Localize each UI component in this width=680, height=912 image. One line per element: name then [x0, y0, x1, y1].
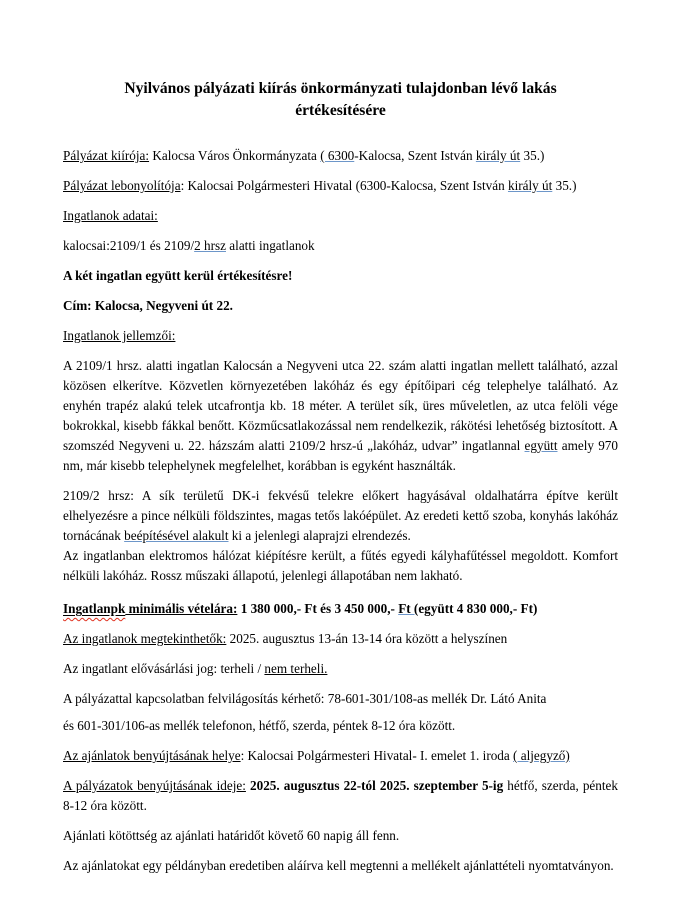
text-run: : Kalocsai Polgármesteri Hivatal (6300-Kalocsa, Szent István [180, 178, 508, 193]
heading-text: Ingatlanok jellemzői: [63, 328, 176, 343]
paragraph-property-2-description [63, 486, 618, 546]
paragraph-minimum-price [63, 599, 618, 619]
grammar-flagged-text: együtt [524, 438, 558, 453]
paragraph-viewing-time [63, 629, 618, 649]
text-run: A 2109/1 hrsz. alatti ingatlan Kalocsán a Negyveni utca 22. szám alatti ingatlan mellett található, azzal közösen elkerítve. Közvetlen környezetében lakóház és egy építőipari cég telephelye található. Az enyhén trapéz alakú telek utcafrontja kb. 18 méter. A terület sík, üres műveletlen, az utca felöli vége bokrokkal, kisebb fákkal benőtt. Közműcsatlakozással nem rendelkezik, rákötési lehetőség biztosított. A szomszéd Negyveni u. 22. házszám alatti 2109/2 hrsz-ú „lakóház, udvar” ingatlannal [63, 358, 618, 453]
document-title-line1: Nyilvános pályázati kiírás önkormányzati tulajdonban lévő lakás [124, 80, 557, 97]
grammar-flagged-text: 2 hrsz [194, 238, 226, 253]
text-run: hétfő, szerda, péntek 8-12 óra között. [63, 778, 618, 813]
text-run: amely 970 nm, már kisebb telephelynek megfelelhet, korábban is egyként használták. [63, 438, 618, 473]
bold-text: 1 380 000,- Ft és 3 450 000,- [237, 601, 399, 616]
heading-text: Ingatlanpk [63, 601, 126, 616]
text-run: 2109/2 hrsz: A sík területű DK-i fekvésű telekre előkert hagyásával oldalhatárra építve került elhelyezésre a pince nélküli földszintes, magas tetős lakóépület. Az eredeti kettő szoba, konyhás lakóház tornácának [63, 488, 618, 543]
heading-property-characteristics [63, 326, 618, 346]
paragraph-tender-issuer [63, 146, 618, 166]
label-tender-issuer: Pályázat kiírója: [63, 148, 150, 163]
heading-text: minimális vételára: [125, 601, 238, 616]
bold-text: A két ingatlan együtt kerül értékesítésre! [63, 268, 293, 283]
paragraph-joint-sale-notice [63, 266, 618, 286]
label-submission-place: Az ajánlatok benyújtásának helye [63, 748, 241, 763]
text-run: és 601-301/106-as mellék telefonon, hétfő, szerda, péntek 8-12 óra között. [63, 718, 456, 733]
grammar-flagged-text: beépítésével alakult [124, 528, 229, 543]
label-viewing-time: Az ingatlanok megtekinthetők: [63, 631, 227, 646]
paragraph-property-1-description [63, 356, 618, 476]
text-run: Az ingatlant elővásárlási jog: terheli / [63, 661, 265, 676]
bold-text: együtt 4 830 000,- Ft) [418, 601, 538, 616]
text-run: A pályázattal kapcsolatban felvilágosítás kérhető: 78-601-301/108-as mellék Dr. Látó Anita [63, 691, 547, 706]
text-run: 35.) [520, 148, 545, 163]
text-run: kalocsai:2109/1 és 2109/ [63, 238, 195, 253]
paragraph-bid-form-requirement [63, 856, 618, 876]
grammar-flagged-text: Ft ( [398, 601, 419, 616]
heading-property-data [63, 206, 618, 226]
underlined-text: nem terheli. [264, 661, 328, 676]
label-tender-organizer: Pályázat lebonyolítója [63, 178, 181, 193]
paragraph-tender-organizer [63, 176, 618, 196]
bold-text: Cím: Kalocsa, Negyveni út 22. [63, 298, 233, 313]
bold-text: 2025. augusztus 22-tól 2025. szeptember 5-ig [245, 778, 504, 793]
text-run: 35.) [552, 178, 577, 193]
paragraph-address [63, 296, 618, 316]
grammar-flagged-text: király út [475, 148, 521, 163]
document-title-line2: értékesítésére [295, 102, 386, 119]
grammar-flagged-text: király út [507, 178, 553, 193]
paragraph-submission-period [63, 776, 618, 816]
text-run: alatti ingatlanok [226, 238, 315, 253]
text-run: Az ingatlanban elektromos hálózat kiépítésre került, a fűtés egyedi kályhafűtéssel megoldott. Komfort nélküli lakóház. Rossz műszaki állapotú, jelenlegi állapotában nem lakható. [63, 548, 618, 583]
paragraph-preemption-right [63, 659, 618, 679]
text-run: 2025. augusztus 13-án 13-14 óra között a helyszínen [226, 631, 508, 646]
text-run: : Kalocsai Polgármesteri Hivatal- I. emelet 1. iroda [240, 748, 514, 763]
paragraph-property-condition [63, 546, 618, 586]
grammar-flagged-text: ( 6300 [320, 148, 355, 163]
spellcheck-flagged-word [63, 601, 125, 616]
heading-text: Ingatlanok adatai: [63, 208, 158, 223]
paragraph-parcel-numbers [63, 236, 618, 256]
text-run: Kalocsa Város Önkormányzata [149, 148, 321, 163]
grammar-flagged-text: ( aljegyző) [513, 748, 570, 763]
text-run: ki a jelenlegi alaprajzi elrendezés. [228, 528, 411, 543]
paragraph-contact-info-line1 [63, 689, 618, 709]
paragraph-contact-info-line2 [63, 716, 618, 736]
text-run: Az ajánlatokat egy példányban eredetiben aláírva kell megtenni a mellékelt ajánlattételi nyomtatványon. [63, 858, 614, 873]
text-run: -Kalocsa, Szent István [354, 148, 476, 163]
paragraph-bid-validity [63, 826, 618, 846]
text-run: Ajánlati kötöttség az ajánlati határidőt követő 60 napig áll fenn. [63, 828, 400, 843]
paragraph-submission-place [63, 746, 618, 766]
label-submission-period: A pályázatok benyújtásának ideje: [63, 778, 246, 793]
document-title [63, 78, 618, 122]
